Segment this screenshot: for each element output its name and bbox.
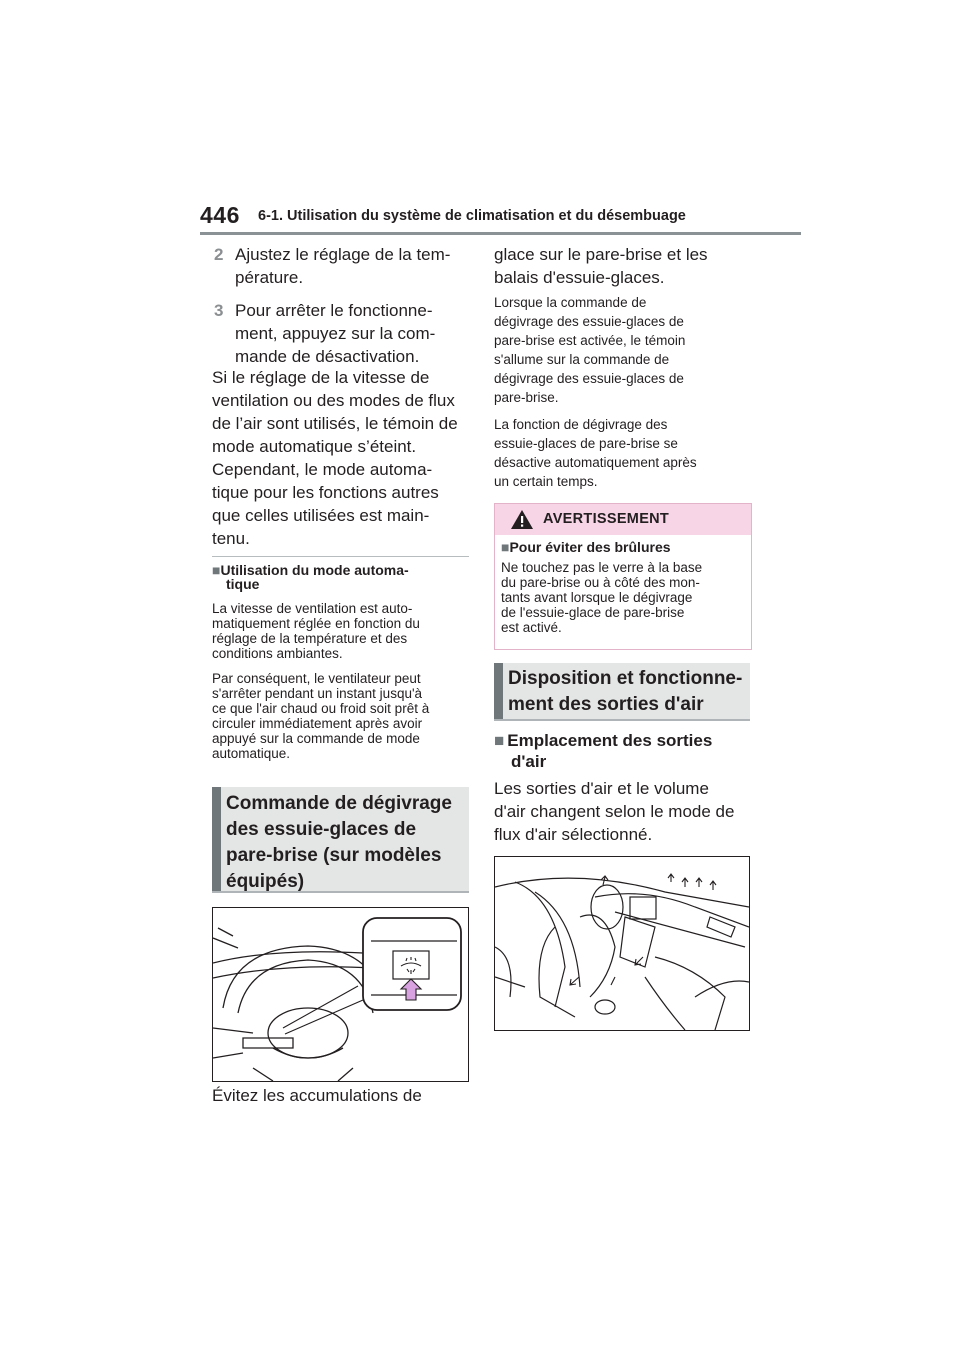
step-text-line: Ajustez le réglage de la tem-	[235, 245, 451, 264]
note-line: désactive automatiquement après	[494, 455, 697, 470]
step-text-line: Pour arrêter le fonctionne-	[235, 301, 433, 320]
page-number: 446	[200, 202, 240, 228]
note-line: s'allume sur la commande de	[494, 352, 670, 367]
wiper-defroster-illustration	[212, 907, 469, 1082]
paragraph-line: Cependant, le mode automa-	[212, 460, 433, 479]
section-header-title: 6-1. Utilisation du système de climatisation et du désembuage	[258, 208, 686, 224]
vent-location-paragraph	[494, 777, 756, 846]
paragraph-line: tenu.	[212, 529, 250, 548]
paragraph-line: tique pour les fonctions autres	[212, 483, 439, 502]
header-rule	[200, 232, 801, 235]
auto-mode-paragraph	[212, 366, 474, 550]
paragraph-line: flux d'air sélectionné.	[494, 825, 653, 844]
subheading-text: Pour éviter des brûlures	[509, 539, 671, 555]
warning-box	[494, 503, 752, 650]
note-line: La fonction de dégivrage des	[494, 417, 668, 432]
cabin-drawing	[495, 857, 749, 1030]
step-text-line: mande de désactivation.	[235, 347, 420, 366]
step-text-line: ment, appuyez sur la com-	[235, 324, 436, 343]
title-line: ment des sorties d'air	[508, 694, 704, 715]
defroster-note-2	[494, 415, 756, 491]
note-line: ce que l'air chaud ou froid soit prêt à	[212, 701, 430, 716]
wiper-defroster-section-heading	[212, 787, 469, 893]
auto-mode-heading	[212, 563, 470, 591]
warning-line: tants avant lorsque le dégivrage	[501, 590, 693, 605]
paragraph-line: d'air changent selon le mode de	[494, 802, 735, 821]
note-line: matiquement réglée en fonction du	[212, 616, 420, 631]
step-number: 3	[214, 301, 224, 320]
note-line: s'arrêter pendant un instant jusqu'à	[212, 686, 423, 701]
title-line: pare-brise (sur modèles	[226, 845, 442, 866]
warning-line: Ne touchez pas le verre à la base	[501, 560, 703, 575]
dashboard-drawing	[213, 908, 468, 1081]
note-line: Par conséquent, le ventilateur peut	[212, 671, 421, 686]
airflow-arrows	[570, 874, 716, 985]
auto-mode-note-2	[212, 671, 472, 761]
square-bullet-icon: ■	[212, 562, 221, 578]
warning-triangle-icon	[510, 509, 534, 530]
paragraph-line: de l’air sont utilisés, le témoin de	[212, 414, 458, 433]
divider	[212, 556, 469, 557]
note-line: pare-brise.	[494, 390, 559, 405]
paragraph-line: glace sur le pare-brise et les	[494, 245, 708, 264]
bottom-text: Évitez les accumulations de	[212, 1086, 422, 1105]
heading-line: Emplacement des sorties	[507, 731, 713, 750]
heading-line: Utilisation du mode automa-	[220, 562, 409, 578]
air-vents-section-heading	[494, 663, 750, 721]
square-bullet-icon: ■	[494, 731, 505, 750]
warning-title: AVERTISSEMENT	[543, 511, 670, 527]
title-line: des essuie-glaces de	[226, 819, 417, 840]
title-line: Disposition et fonctionne-	[508, 668, 743, 689]
warning-line: du pare-brise ou à côté des mon-	[501, 575, 700, 590]
warning-subheading	[501, 540, 749, 554]
section-title	[226, 791, 452, 895]
paragraph-line: Si le réglage de la vitesse de	[212, 368, 430, 387]
title-line: équipés)	[226, 871, 305, 892]
section-bar	[494, 663, 503, 719]
heading-line: d'air	[511, 752, 547, 771]
section-bar	[212, 787, 221, 891]
defroster-note-1	[494, 293, 756, 407]
note-line: appuyé sur la commande de mode	[212, 731, 420, 746]
continuation-text	[494, 243, 756, 289]
note-line: La vitesse de ventilation est auto-	[212, 601, 413, 616]
vent-location-heading	[494, 730, 756, 772]
note-line: pare-brise est activée, le témoin	[494, 333, 686, 348]
paragraph-line: Les sorties d'air et le volume	[494, 779, 709, 798]
note-line: Lorsque la commande de	[494, 295, 647, 310]
note-line: essuie-glaces de pare-brise se	[494, 436, 678, 451]
paragraph-line: balais d'essuie-glaces.	[494, 268, 665, 287]
note-line: conditions ambiantes.	[212, 646, 343, 661]
square-bullet-icon: ■	[501, 539, 510, 555]
note-line: automatique.	[212, 746, 291, 761]
air-vents-illustration	[494, 856, 750, 1031]
paragraph-line: mode automatique s’éteint.	[212, 437, 417, 456]
warning-line: est activé.	[501, 620, 562, 635]
warning-body	[501, 560, 749, 635]
step-text-line: pérature.	[235, 268, 304, 287]
warning-line: de l'essuie-glace de pare-brise	[501, 605, 685, 620]
title-line: Commande de dégivrage	[226, 793, 452, 814]
section-title	[508, 666, 742, 718]
auto-mode-note-1	[212, 601, 472, 661]
paragraph-line: que celles utilisées est main-	[212, 506, 430, 525]
note-line: un certain temps.	[494, 474, 598, 489]
warning-header	[495, 504, 751, 535]
note-line: dégivrage des essuie-glaces de	[494, 314, 684, 329]
heading-line: tique	[226, 576, 260, 592]
paragraph-line: ventilation ou des modes de flux	[212, 391, 455, 410]
step-number: 2	[214, 245, 224, 264]
step-3	[214, 299, 474, 368]
note-line: dégivrage des essuie-glaces de	[494, 371, 684, 386]
note-line: circuler immédiatement après avoir	[212, 716, 423, 731]
note-line: réglage de la température et des	[212, 631, 408, 646]
step-2	[214, 243, 474, 289]
